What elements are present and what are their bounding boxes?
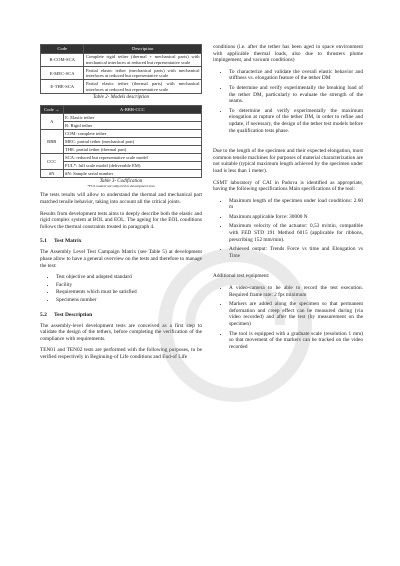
table-cell-code: E-MEC-SCA: [41, 67, 84, 80]
left-column: [40, 44, 202, 366]
table-row: [41, 130, 202, 138]
table-row: [41, 53, 202, 66]
codification-table: [40, 105, 202, 179]
table-cell-code: A: [41, 114, 64, 130]
table-row: [41, 170, 202, 178]
section-title: Test Matrix: [54, 238, 82, 245]
paragraph: Results from development tests aims to deeply describe both the elastic and rigid complex system at BOL and EOL. The ageing for the EOL conditions follows the thermal constraints treated in paragraph 4.: [40, 210, 202, 230]
paragraph: CSMT laboratory of CAI in Padova is identified as appropriate, having the following specifications Main specifications of the tool:: [213, 179, 363, 193]
table-cell-code: BBB: [41, 130, 64, 154]
table-cell-desc: Complete rigid tether (thermal + mechanical parts) with mechanical interfaces at reduced but representative scale: [85, 54, 200, 65]
table-header-description: Description: [84, 45, 202, 54]
list-item: • Maximum applicable force: 30000 N: [229, 214, 363, 221]
paragraph: The Assembly Level Test Campaign Matrix (see Table 5) at development phase allow to have a general overview on the tests and therefore to manage the test:: [40, 249, 202, 269]
list-item: • A video-camera to be able to record the test execution. Required frame rate: 2 fps minimum: [229, 285, 363, 298]
paragraph: Additional test equipment:: [213, 273, 270, 280]
list-item: • Achieved output: Trends Force vs time and Elongation vs Time: [229, 246, 363, 259]
list-item: • To determine and verify experimentally the breaking load of the tether DM, particularly to evaluate the strength of the seams.: [229, 85, 363, 105]
bullet-list: [213, 69, 363, 134]
table-cell-desc: R: Rigid tether: [63, 122, 201, 130]
section-heading: [40, 238, 202, 244]
paragraph: The tests results will allow to understand the thermal and mechanical part matched tensile behavior, taking into account all the critical joints.: [40, 192, 202, 205]
models-description-table: [40, 44, 202, 94]
paragraph: Due to the length of the specimen and their expected elongation, most common tensile machines for purposes of material characterization are not suitable (typical maximum length achieved by the specimen under load is less than 1 meter).: [213, 148, 364, 174]
table-header-code: Code →: [41, 105, 64, 114]
table-cell-code: R-COM-SCA: [41, 53, 84, 66]
section-number: 5.1: [40, 238, 47, 245]
table-cell-desc: COM: complete tether: [63, 130, 201, 138]
table-header-code: Code: [41, 45, 84, 54]
table-cell-code: E-THE-SCA: [41, 80, 84, 93]
paragraph: The assembly-level development tests are conceived as a first step to validate the design of the tethers, before completing the verification of the compliance with requirements.: [40, 322, 202, 342]
table-cell-desc: #N: Sample serial number: [63, 170, 201, 178]
table-row: [41, 114, 202, 122]
table-cell-desc: THE: partial tether (thermal part): [63, 146, 201, 154]
bullet-list: [213, 198, 363, 260]
table-row: [41, 122, 202, 130]
list-item: • Markers are added along the specimen so that permanent deformation and creep effect can be measured during (via video recorded) and after the test (by measurement on the specimen): [229, 301, 363, 327]
list-item: • Maximum length of the specimen under load conditions: 2.60 m: [229, 198, 363, 211]
section-title: Test Description: [54, 311, 93, 318]
table-cell-desc: MEC: partial tether (mechanical part): [63, 138, 201, 146]
table-row: [41, 154, 202, 162]
table-caption: Table 2- Models description: [92, 94, 150, 100]
table-row: [41, 67, 202, 80]
table-row: [41, 162, 202, 170]
bullet-list: [213, 285, 363, 350]
section-heading: [40, 312, 202, 318]
table-row: [41, 146, 202, 154]
paragraph: TEN01 and TEN02 tests are performed with the following purposes, to be verified respectively in Beginning-of Life conditions and End-of Life: [40, 347, 202, 360]
table-note: *FUL models not subjected to development tests: [87, 184, 155, 189]
table-cell-code: CCC: [41, 154, 64, 170]
list-item: • To determine and verify experimentally the maximum elongation at rupture of the tether DM, in order to refine and update, if necessary, the design of the tether test models before the qualification tests phase.: [229, 108, 363, 134]
table-row: [41, 138, 202, 146]
table-row: [41, 80, 202, 93]
right-column: [213, 44, 363, 356]
section-number: 5.2: [40, 311, 47, 318]
table-header-pattern: A-BBB-CCC: [63, 105, 201, 114]
bullet-list: [40, 274, 202, 303]
table-cell-desc: SCA: reduced but representative scale model: [63, 154, 201, 162]
list-item: • Requirements which must be satisfied: [56, 289, 202, 296]
table-caption: Table 3- Codification: [99, 179, 143, 185]
paragraph: conditions (i.e. after the tether has been aged in space environment with applicable thermal loads, also due to thrusters plume impingement, and vacuum conditions): [213, 44, 363, 64]
table-cell-desc: Partial elastic tether (mechanical parts) with mechanical interfaces at reduced but representative scale: [85, 67, 200, 79]
list-item: • Test objective and adopted standard: [56, 274, 202, 281]
list-item: • Specimens number: [56, 297, 202, 304]
list-item: • To characterize and validate the overall elastic behavior and stiffness vs. elongation feature of the tether DM: [229, 69, 363, 82]
table-cell-desc: Partial elastic tether (thermal parts) with mechanical interfaces at reduced but representative scale: [85, 81, 200, 92]
list-item: • Facility: [56, 282, 202, 289]
table-cell-desc: FUL*: full scale model (deliverable EM): [63, 162, 201, 170]
list-item: • The tool is equipped with a graduate scale (resolution 1 mm) so that movement of the markers can be tracked on the video recorded: [229, 331, 363, 351]
table-cell-desc: E: Elastic tether: [63, 114, 201, 122]
table-cell-code: #N: [41, 170, 64, 178]
list-item: • Maximum velocity of the actuator: 0,53 m/min, compatible with FED STD 191 Method 6015 (applicable for ribbons, prescribing 152 mm/min).: [229, 223, 363, 243]
